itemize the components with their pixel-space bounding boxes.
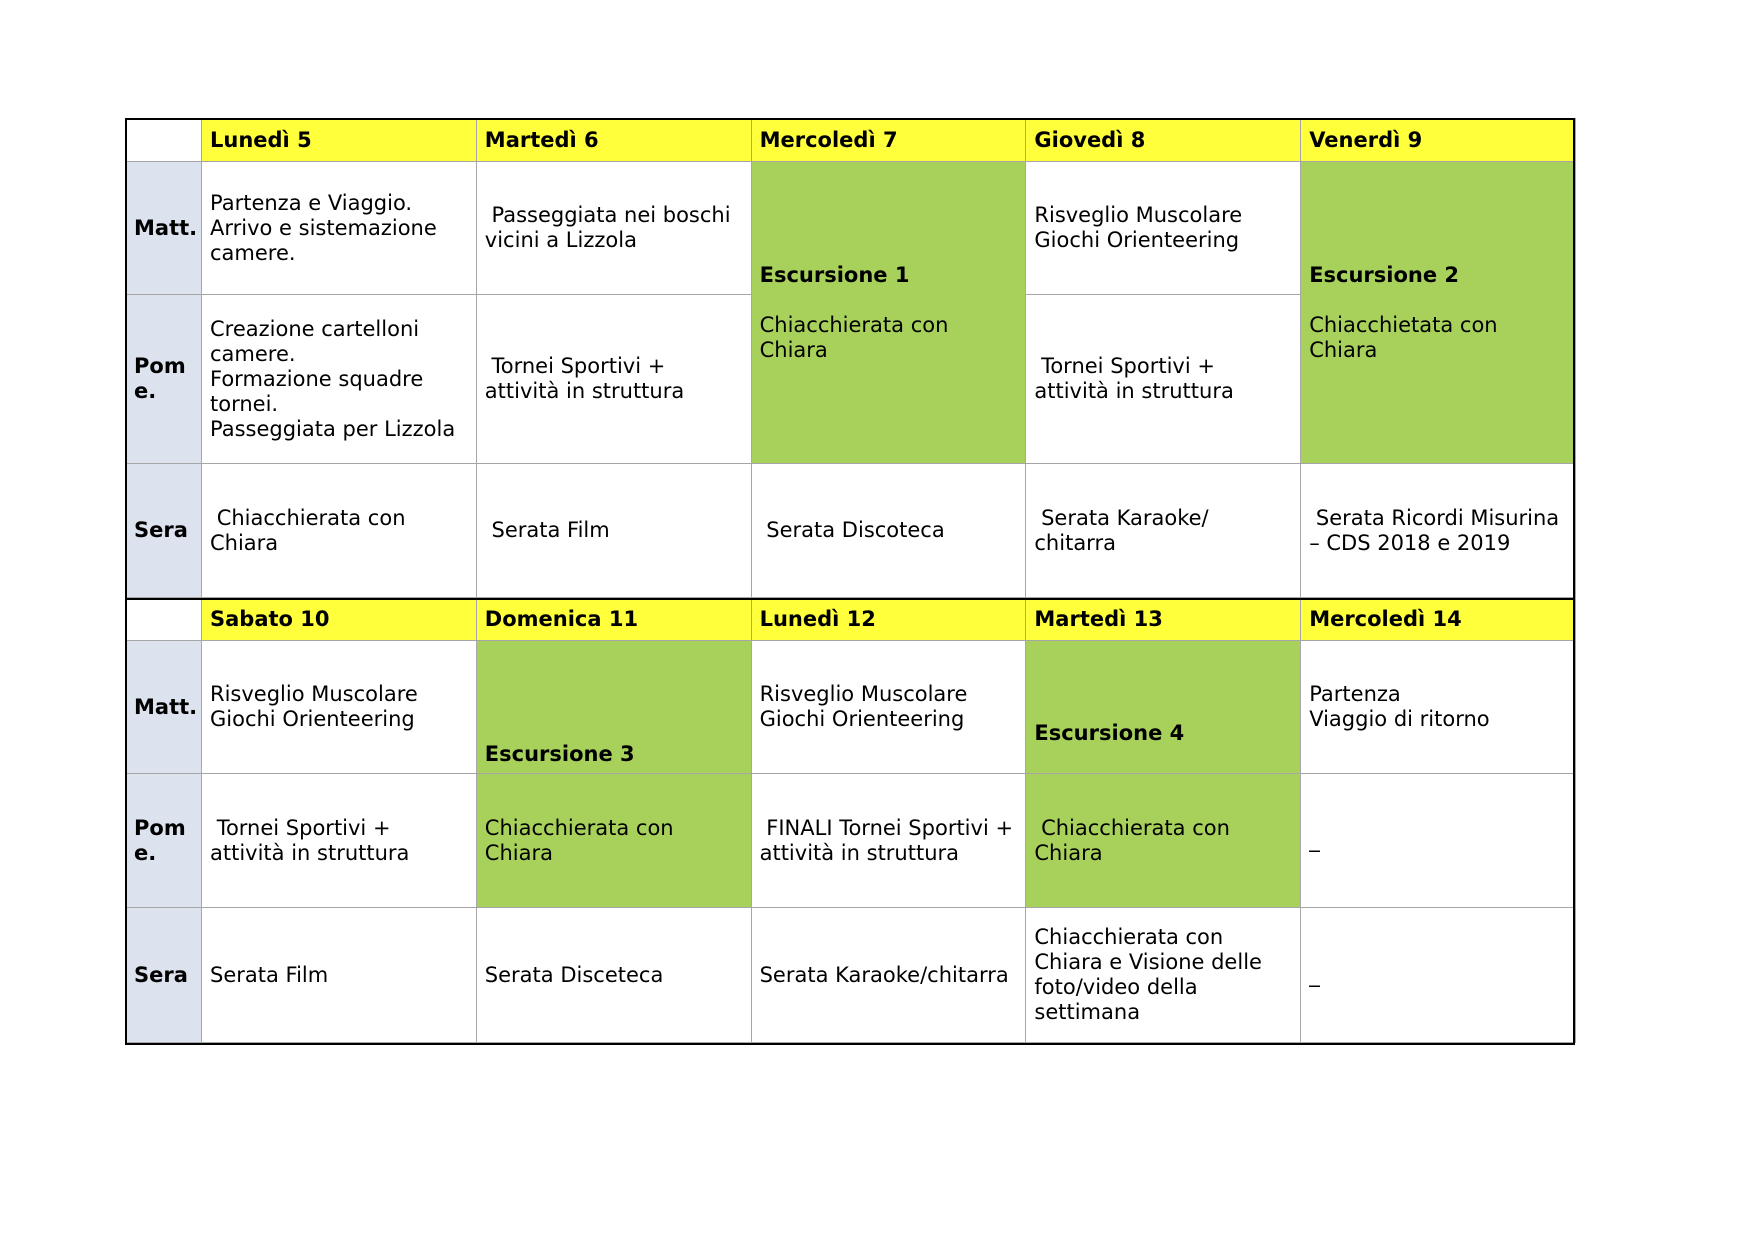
day-header: Lunedì 5 xyxy=(202,119,477,162)
activity-cell xyxy=(751,641,1026,774)
activity-cell: Chiacchierata con Chiara xyxy=(202,464,477,598)
activity-cell: Tornei Sportivi + attività in struttura xyxy=(202,774,477,908)
activity-cell xyxy=(202,641,477,774)
row-label-afternoon: Pom e. xyxy=(126,295,202,464)
activity-line: Passeggiata per Lizzola xyxy=(210,416,456,441)
activity-line: Formazione squadre tornei. xyxy=(210,366,424,416)
activity-cell: Serata Karaoke/chitarra xyxy=(751,908,1026,1043)
day-header: Mercoledì 7 xyxy=(751,119,1026,162)
activity-cell: Serata Disceteca xyxy=(476,908,751,1043)
activity-line: Partenza e Viaggio. xyxy=(210,190,413,215)
activity-cell: FINALI Tornei Sportivi + attività in struttura xyxy=(751,774,1026,908)
activity-cell: Serata Discoteca xyxy=(751,464,1026,598)
activity-cell: Chiacchierata con Chiara xyxy=(476,774,751,908)
week1-header-row xyxy=(126,119,1576,162)
activity-line: Giochi Orienteering xyxy=(1034,228,1240,252)
excursion-cell xyxy=(476,641,751,774)
day-header: Lunedì 12 xyxy=(751,598,1026,641)
activity-line: Risveglio Muscolare xyxy=(1034,203,1243,227)
excursion-title: Escursione 2 xyxy=(1309,262,1460,287)
week2-morning-row xyxy=(126,641,1576,774)
excursion-title: Escursione 1 xyxy=(759,262,910,287)
day-header: Giovedì 8 xyxy=(1026,119,1301,162)
activity-cell: Serata Ricordi Misurina – CDS 2018 e 2019 xyxy=(1301,464,1576,598)
row-label-afternoon: Pom e. xyxy=(126,774,202,908)
excursion-cell xyxy=(751,162,1026,464)
excursion-cell xyxy=(1301,162,1576,464)
row-label-morning: Matt. xyxy=(126,641,202,774)
activity-line: Creazione cartelloni camere. xyxy=(210,316,420,366)
activity-line: Giochi Orienteering xyxy=(759,707,965,731)
activity-cell: Passeggiata nei boschi vicini a Lizzola xyxy=(476,162,751,295)
activity-cell: Tornei Sportivi + attività in struttura xyxy=(1026,295,1301,464)
activity-line: Partenza xyxy=(1309,682,1401,706)
activity-cell: Chiacchierata con Chiara xyxy=(1026,774,1301,908)
week2-evening-row xyxy=(126,908,1576,1043)
week2-afternoon-row xyxy=(126,774,1576,908)
schedule-table xyxy=(125,118,1576,1043)
empty-activity-cell: _ xyxy=(1301,908,1576,1043)
excursion-title: Escursione 4 xyxy=(1034,721,1185,745)
activity-cell: Serata Film xyxy=(202,908,477,1043)
day-header: Mercoledì 14 xyxy=(1301,598,1576,641)
row-label-morning: Matt. xyxy=(126,162,202,295)
activity-line: Viaggio di ritorno xyxy=(1309,707,1490,731)
day-header: Martedì 6 xyxy=(476,119,751,162)
activity-cell: Serata Karaoke/ chitarra xyxy=(1026,464,1301,598)
week2-header-row xyxy=(126,598,1576,641)
row-label-evening: Sera xyxy=(126,464,202,598)
activity-line: Arrivo e sistemazione camere. xyxy=(210,215,437,265)
excursion-cell xyxy=(1026,641,1301,774)
week1-morning-row xyxy=(126,162,1576,295)
activity-line: Risveglio Muscolare xyxy=(759,682,968,706)
activity-cell xyxy=(202,295,477,464)
day-header: Sabato 10 xyxy=(202,598,477,641)
activity-line: Risveglio Muscolare xyxy=(210,682,418,706)
activity-line: Chiacchierata con Chiara xyxy=(759,312,949,362)
week1-evening-row xyxy=(126,464,1576,598)
activity-cell xyxy=(1301,641,1576,774)
day-header: Domenica 11 xyxy=(476,598,751,641)
corner-cell xyxy=(126,598,202,641)
activity-cell xyxy=(202,162,477,295)
activity-cell xyxy=(1026,162,1301,295)
activity-line: Chiacchietata con Chiara xyxy=(1309,312,1498,362)
activity-cell: Chiacchierata con Chiara e Visione delle foto/video della settimana xyxy=(1026,908,1301,1043)
activity-cell: Tornei Sportivi + attività in struttura xyxy=(476,295,751,464)
activity-line: Giochi Orienteering xyxy=(210,707,415,731)
corner-cell xyxy=(126,119,202,162)
excursion-title: Escursione 3 xyxy=(484,742,635,766)
day-header: Venerdì 9 xyxy=(1301,119,1576,162)
empty-activity-cell: _ xyxy=(1301,774,1576,908)
activity-cell: Serata Film xyxy=(476,464,751,598)
day-header: Martedì 13 xyxy=(1026,598,1301,641)
row-label-evening: Sera xyxy=(126,908,202,1043)
